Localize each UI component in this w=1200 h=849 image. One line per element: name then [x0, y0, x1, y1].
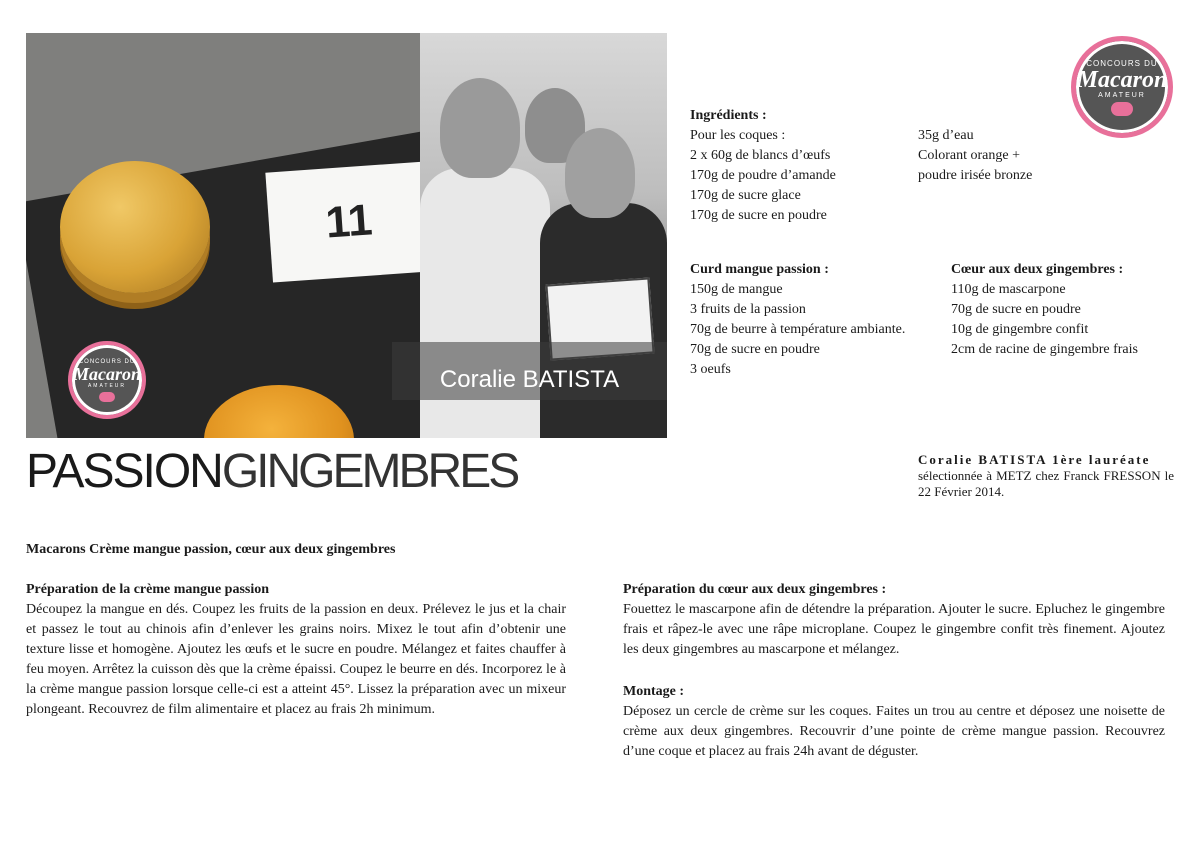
curd-item: 3 fruits de la passion	[690, 302, 806, 317]
ingredient-item: 35g d’eau	[918, 128, 974, 143]
curd-item: 70g de beurre à température ambiante.	[690, 322, 906, 337]
ingredient-item: Pour les coques :	[690, 128, 786, 143]
number-card: 11	[265, 162, 420, 283]
prep-coeur-heading: Préparation du cœur aux deux gingembres :	[623, 582, 887, 597]
montage-heading: Montage :	[623, 684, 685, 699]
laureate-details: sélectionnée à METZ chez Franck FRESSON le 22 Février 2014.	[918, 468, 1174, 499]
concours-logo	[1071, 36, 1173, 138]
title-part2: GINGEMBRES	[221, 445, 518, 498]
ingredient-item: 170g de poudre d’amande	[690, 168, 836, 183]
recipe-subtitle-block	[26, 540, 566, 560]
coeur-item: 2cm de racine de gingembre frais	[951, 342, 1138, 357]
prep-creme-text: Découpez la mangue en dés. Coupez les fruits de la passion en deux. Prélevez le jus et la chair et passez le tout au chinois afin d’enlever les grains noirs. Mixez le tout afin d’obtenir une texture lisse et homogène. Ajoutez les œufs et le sucre en poudre. Mélangez et faites chauffer à feu moyen. Arrêtez la cuisson dès que la crème épaissi. Coupez le beurre en dés. Incorporez le à la crème mangue passion lorsque celle-ci est a atteint 45°. Lissez la préparation avec un mixeur plongeant. Recouvrez de film alimentaire et placez au frais 2h minimum.	[26, 602, 566, 717]
prep-coeur-text: Fouettez le mascarpone afin de détendre la préparation. Ajouter le sucre. Epluchez le gingembre frais et râpez-le avec une râpe microplane. Coupez le gingembre confit très finement. Ajoutez les deux gingembres au mascarpone et mélangez.	[623, 602, 1165, 657]
logo-line2: Macaron	[1076, 66, 1168, 93]
macaron-icon	[1111, 102, 1133, 116]
curd-item: 3 oeufs	[690, 362, 731, 377]
ingredient-item: 2 x 60g de blancs d’œufs	[690, 148, 831, 163]
coeur-item: 70g de sucre en poudre	[951, 302, 1081, 317]
person-head	[565, 128, 635, 218]
laureate-name: Coralie BATISTA 1ère lauréate	[918, 452, 1151, 467]
logo-line1: CONCOURS DU	[1086, 58, 1158, 68]
page-title	[26, 444, 517, 499]
person-head	[440, 78, 520, 178]
prep-coeur-block	[623, 580, 1165, 660]
logo-line3: AMATEUR	[87, 382, 127, 389]
montage-text: Déposez un cercle de crème sur les coques. Faites un trou au centre et déposez une noisette de crème aux deux gingembres. Recouvrir d’une pointe de crème mangue passion. Recouvrez d’une coque et placez au frais 24h avant de déguster.	[623, 704, 1165, 759]
ingredient-item: 170g de sucre en poudre	[690, 208, 827, 223]
coeur-heading: Cœur aux deux gingembres :	[951, 262, 1124, 277]
coeur-item: 10g de gingembre confit	[951, 322, 1089, 337]
logo-line1: CONCOURS DU	[78, 358, 136, 365]
recipe-subtitle: Macarons Crème mangue passion, cœur aux deux gingembres	[26, 542, 396, 557]
prep-creme-heading: Préparation de la crème mangue passion	[26, 582, 270, 597]
curd-heading: Curd mangue passion :	[690, 262, 829, 277]
ingredients-block	[690, 106, 836, 226]
montage-block	[623, 682, 1165, 762]
ingredient-item: Colorant orange +	[918, 148, 1020, 163]
laureate-note	[918, 452, 1174, 500]
prep-creme-block	[26, 580, 566, 720]
logo-line3: AMATEUR	[1098, 91, 1146, 99]
curd-item: 70g de sucre en poudre	[690, 342, 820, 357]
curd-item: 150g de mangue	[690, 282, 783, 297]
ingredients-heading: Ingrédients :	[690, 108, 767, 123]
ingredients-col2	[918, 126, 1032, 186]
coeur-item: 110g de mascarpone	[951, 282, 1066, 297]
coeur-block	[951, 260, 1138, 360]
photo-caption: Coralie BATISTA	[439, 366, 620, 393]
ingredient-item: 170g de sucre glace	[690, 188, 801, 203]
ingredient-item: poudre irisée bronze	[918, 168, 1033, 183]
curd-block	[690, 260, 926, 380]
concours-logo-small	[68, 341, 146, 419]
macaron-icon	[99, 392, 115, 402]
gold-macaron	[60, 161, 210, 293]
logo-line2: Macaron	[72, 363, 141, 384]
title-part1: PASSION	[26, 445, 222, 498]
